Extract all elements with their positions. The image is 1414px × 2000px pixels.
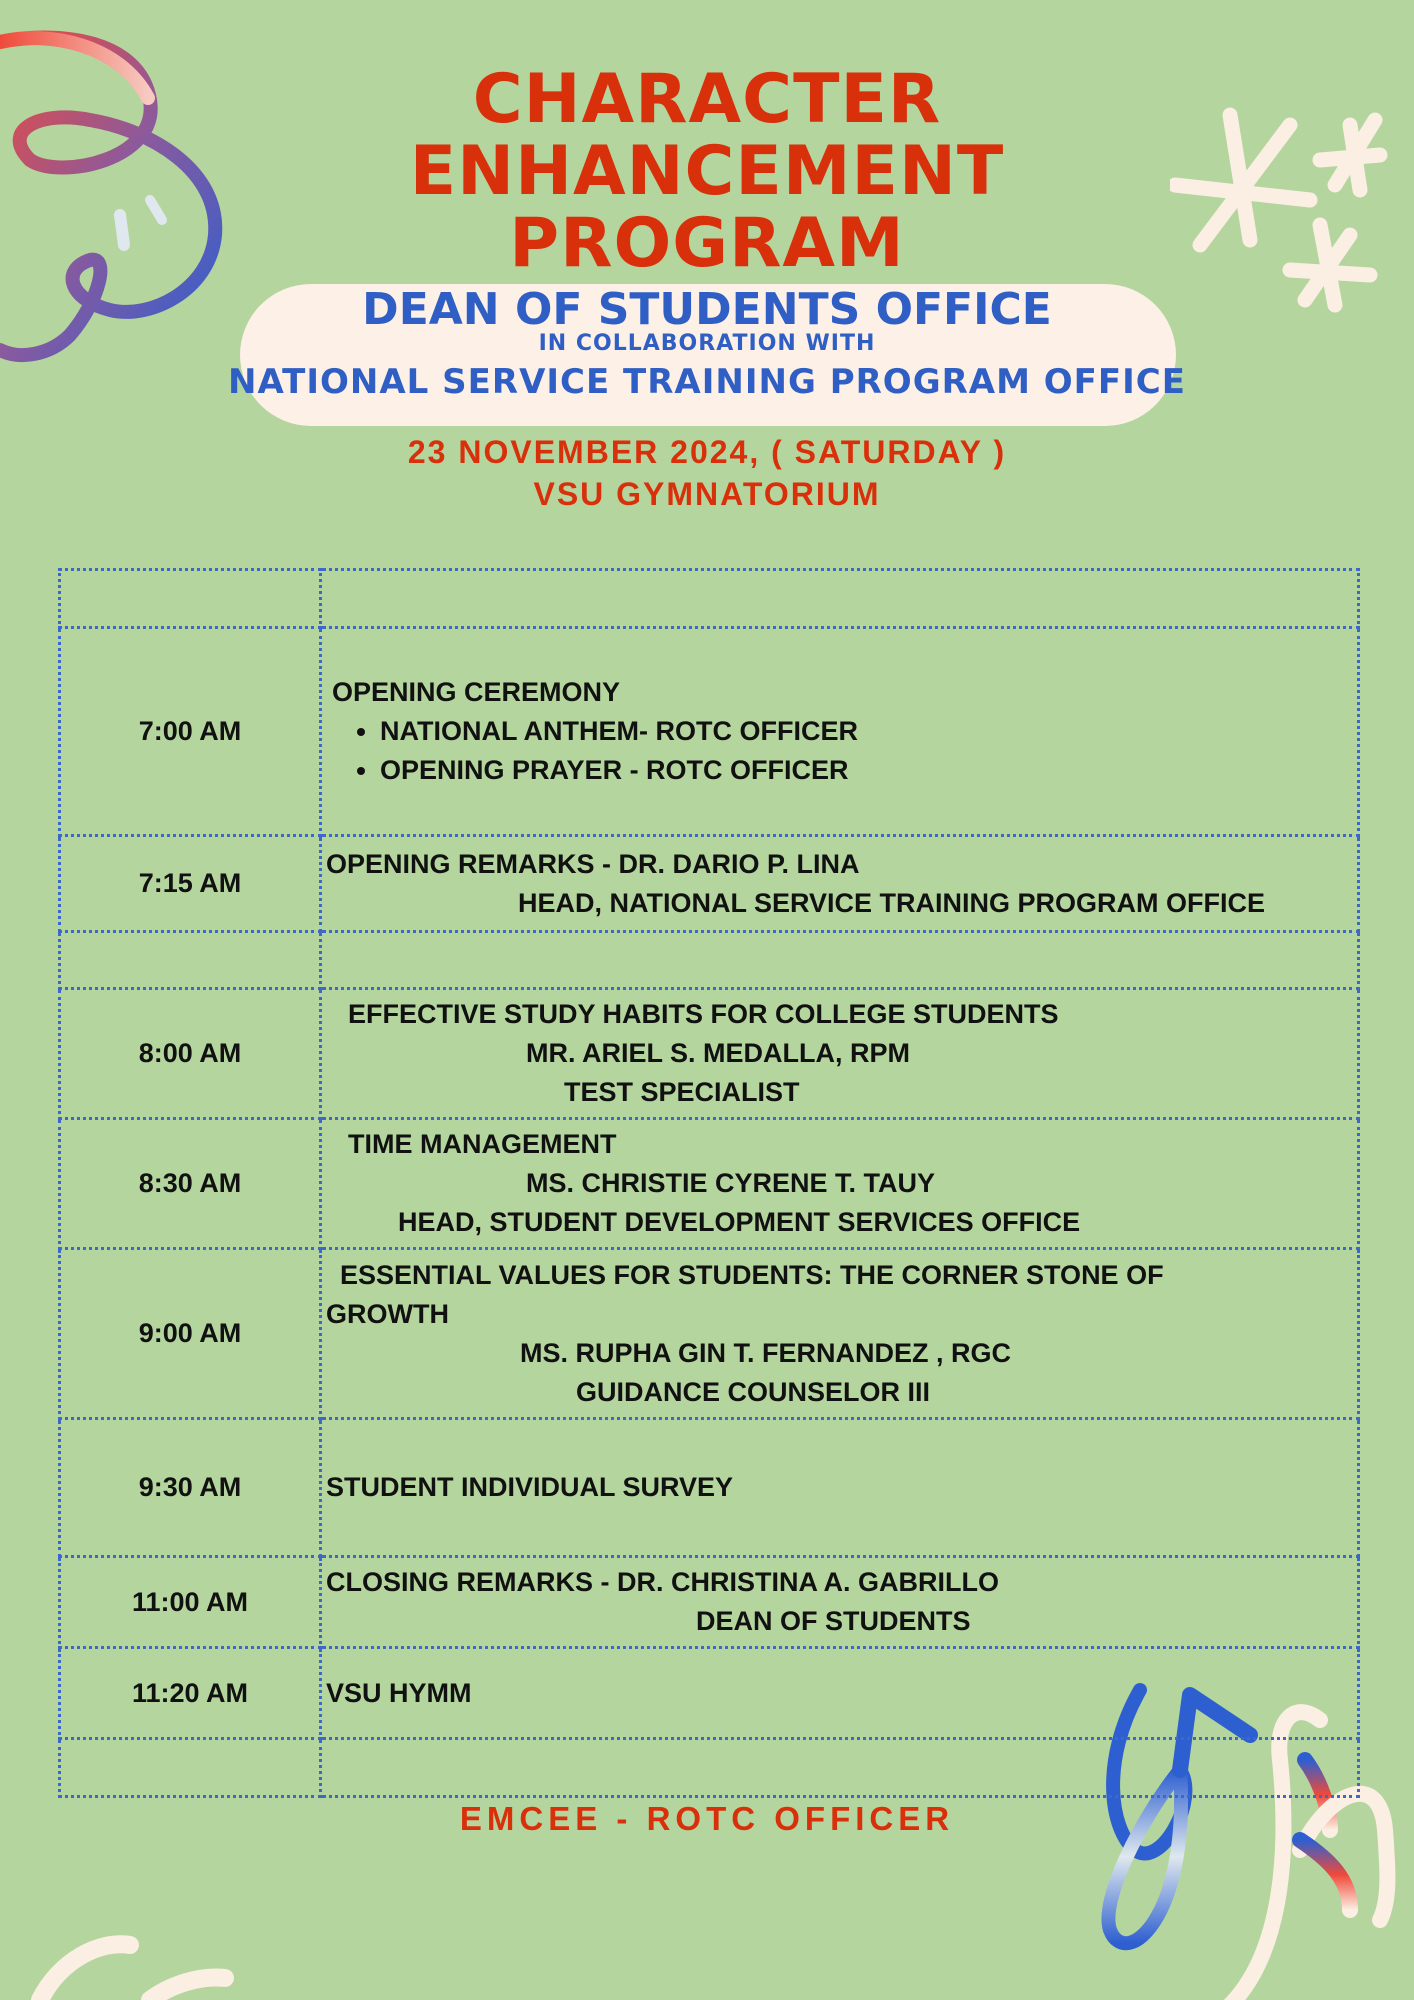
activity-cell (321, 1739, 1359, 1797)
activity-bullets (332, 712, 1353, 790)
activity-line: MR. ARIEL S. MEDALLA, RPM (526, 1038, 910, 1068)
activity-cell (321, 628, 1359, 836)
activity-line: HEAD, STUDENT DEVELOPMENT SERVICES OFFICE (398, 1207, 1081, 1237)
title-line: CHARACTER (472, 60, 942, 139)
activity-cell (321, 932, 1359, 989)
table-row (60, 1419, 1359, 1557)
activity-cell (321, 570, 1359, 628)
activity-line: GROWTH (326, 1298, 449, 1329)
time-cell: 8:00 AM (60, 989, 321, 1119)
time-cell: 8:30 AM (60, 1119, 321, 1249)
activity-cell (321, 1648, 1359, 1739)
program-title (0, 60, 1414, 283)
time-cell: 9:30 AM (60, 1419, 321, 1557)
list-item: • NATIONAL ANTHEM- ROTC OFFICER (380, 712, 1353, 751)
table-row (60, 989, 1359, 1119)
activity-line: GUIDANCE COUNSELOR III (576, 1376, 931, 1407)
time-cell (60, 1739, 321, 1797)
time-cell (60, 570, 321, 628)
time-cell: 9:00 AM (60, 1249, 321, 1419)
schedule-table (58, 568, 1360, 1798)
activity-line: CLOSING REMARKS - DR. CHRISTINA A. GABRILLO (326, 1567, 999, 1597)
activity-heading: OPENING CEREMONY (332, 677, 621, 707)
activity-line: HEAD, NATIONAL SERVICE TRAINING PROGRAM OFFICE (518, 887, 1266, 918)
table-row (60, 1557, 1359, 1648)
title-line: PROGRAM (509, 204, 905, 283)
table-row (60, 570, 1359, 628)
activity-line: MS. CHRISTIE CYRENE T. TAUY (526, 1168, 936, 1198)
activity-line: TIME MANAGEMENT (348, 1129, 617, 1159)
activity-cell (321, 1557, 1359, 1648)
activity-line: OPENING REMARKS - DR. DARIO P. LINA (326, 848, 860, 879)
activity-line: ESSENTIAL VALUES FOR STUDENTS: THE CORNER STONE OF (340, 1259, 1164, 1290)
decorative-swirl-bottom-left (0, 1930, 260, 2000)
event-date: 23 NOVEMBER 2024, ( SATURDAY ) (407, 434, 1007, 470)
activity-line: DEAN OF STUDENTS (696, 1606, 971, 1636)
time-cell: 7:15 AM (60, 836, 321, 932)
activity-line: TEST SPECIALIST (564, 1077, 800, 1107)
activity-line: STUDENT INDIVIDUAL SURVEY (326, 1472, 734, 1502)
activity-cell (321, 836, 1359, 932)
activity-cell (321, 989, 1359, 1119)
list-item: • OPENING PRAYER - ROTC OFFICER (380, 751, 1353, 790)
time-cell (60, 932, 321, 989)
organizer-main: DEAN OF STUDENTS OFFICE (362, 284, 1052, 335)
activity-line: MS. RUPHA GIN T. FERNANDEZ , RGC (520, 1337, 1012, 1368)
table-row (60, 1739, 1359, 1797)
time-cell: 11:00 AM (60, 1557, 321, 1648)
event-venue: VSU GYMNATORIUM (533, 476, 881, 512)
table-row (60, 1249, 1359, 1419)
table-row (60, 932, 1359, 989)
table-row (60, 628, 1359, 836)
table-row (60, 836, 1359, 932)
time-cell: 7:00 AM (60, 628, 321, 836)
emcee-footer: EMCEE - ROTC OFFICER (459, 1800, 955, 1837)
table-row (60, 1648, 1359, 1739)
activity-cell (321, 1249, 1359, 1419)
activity-cell (321, 1119, 1359, 1249)
activity-line: EFFECTIVE STUDY HABITS FOR COLLEGE STUDENTS (348, 999, 1059, 1029)
time-cell: 11:20 AM (60, 1648, 321, 1739)
activity-cell (321, 1419, 1359, 1557)
activity-line: VSU HYMM (326, 1677, 472, 1708)
title-line: ENHANCEMENT (409, 132, 1005, 211)
organizer-partner: NATIONAL SERVICE TRAINING PROGRAM OFFICE (228, 362, 1186, 402)
table-row (60, 1119, 1359, 1249)
organizer-collab: IN COLLABORATION WITH (538, 331, 876, 356)
